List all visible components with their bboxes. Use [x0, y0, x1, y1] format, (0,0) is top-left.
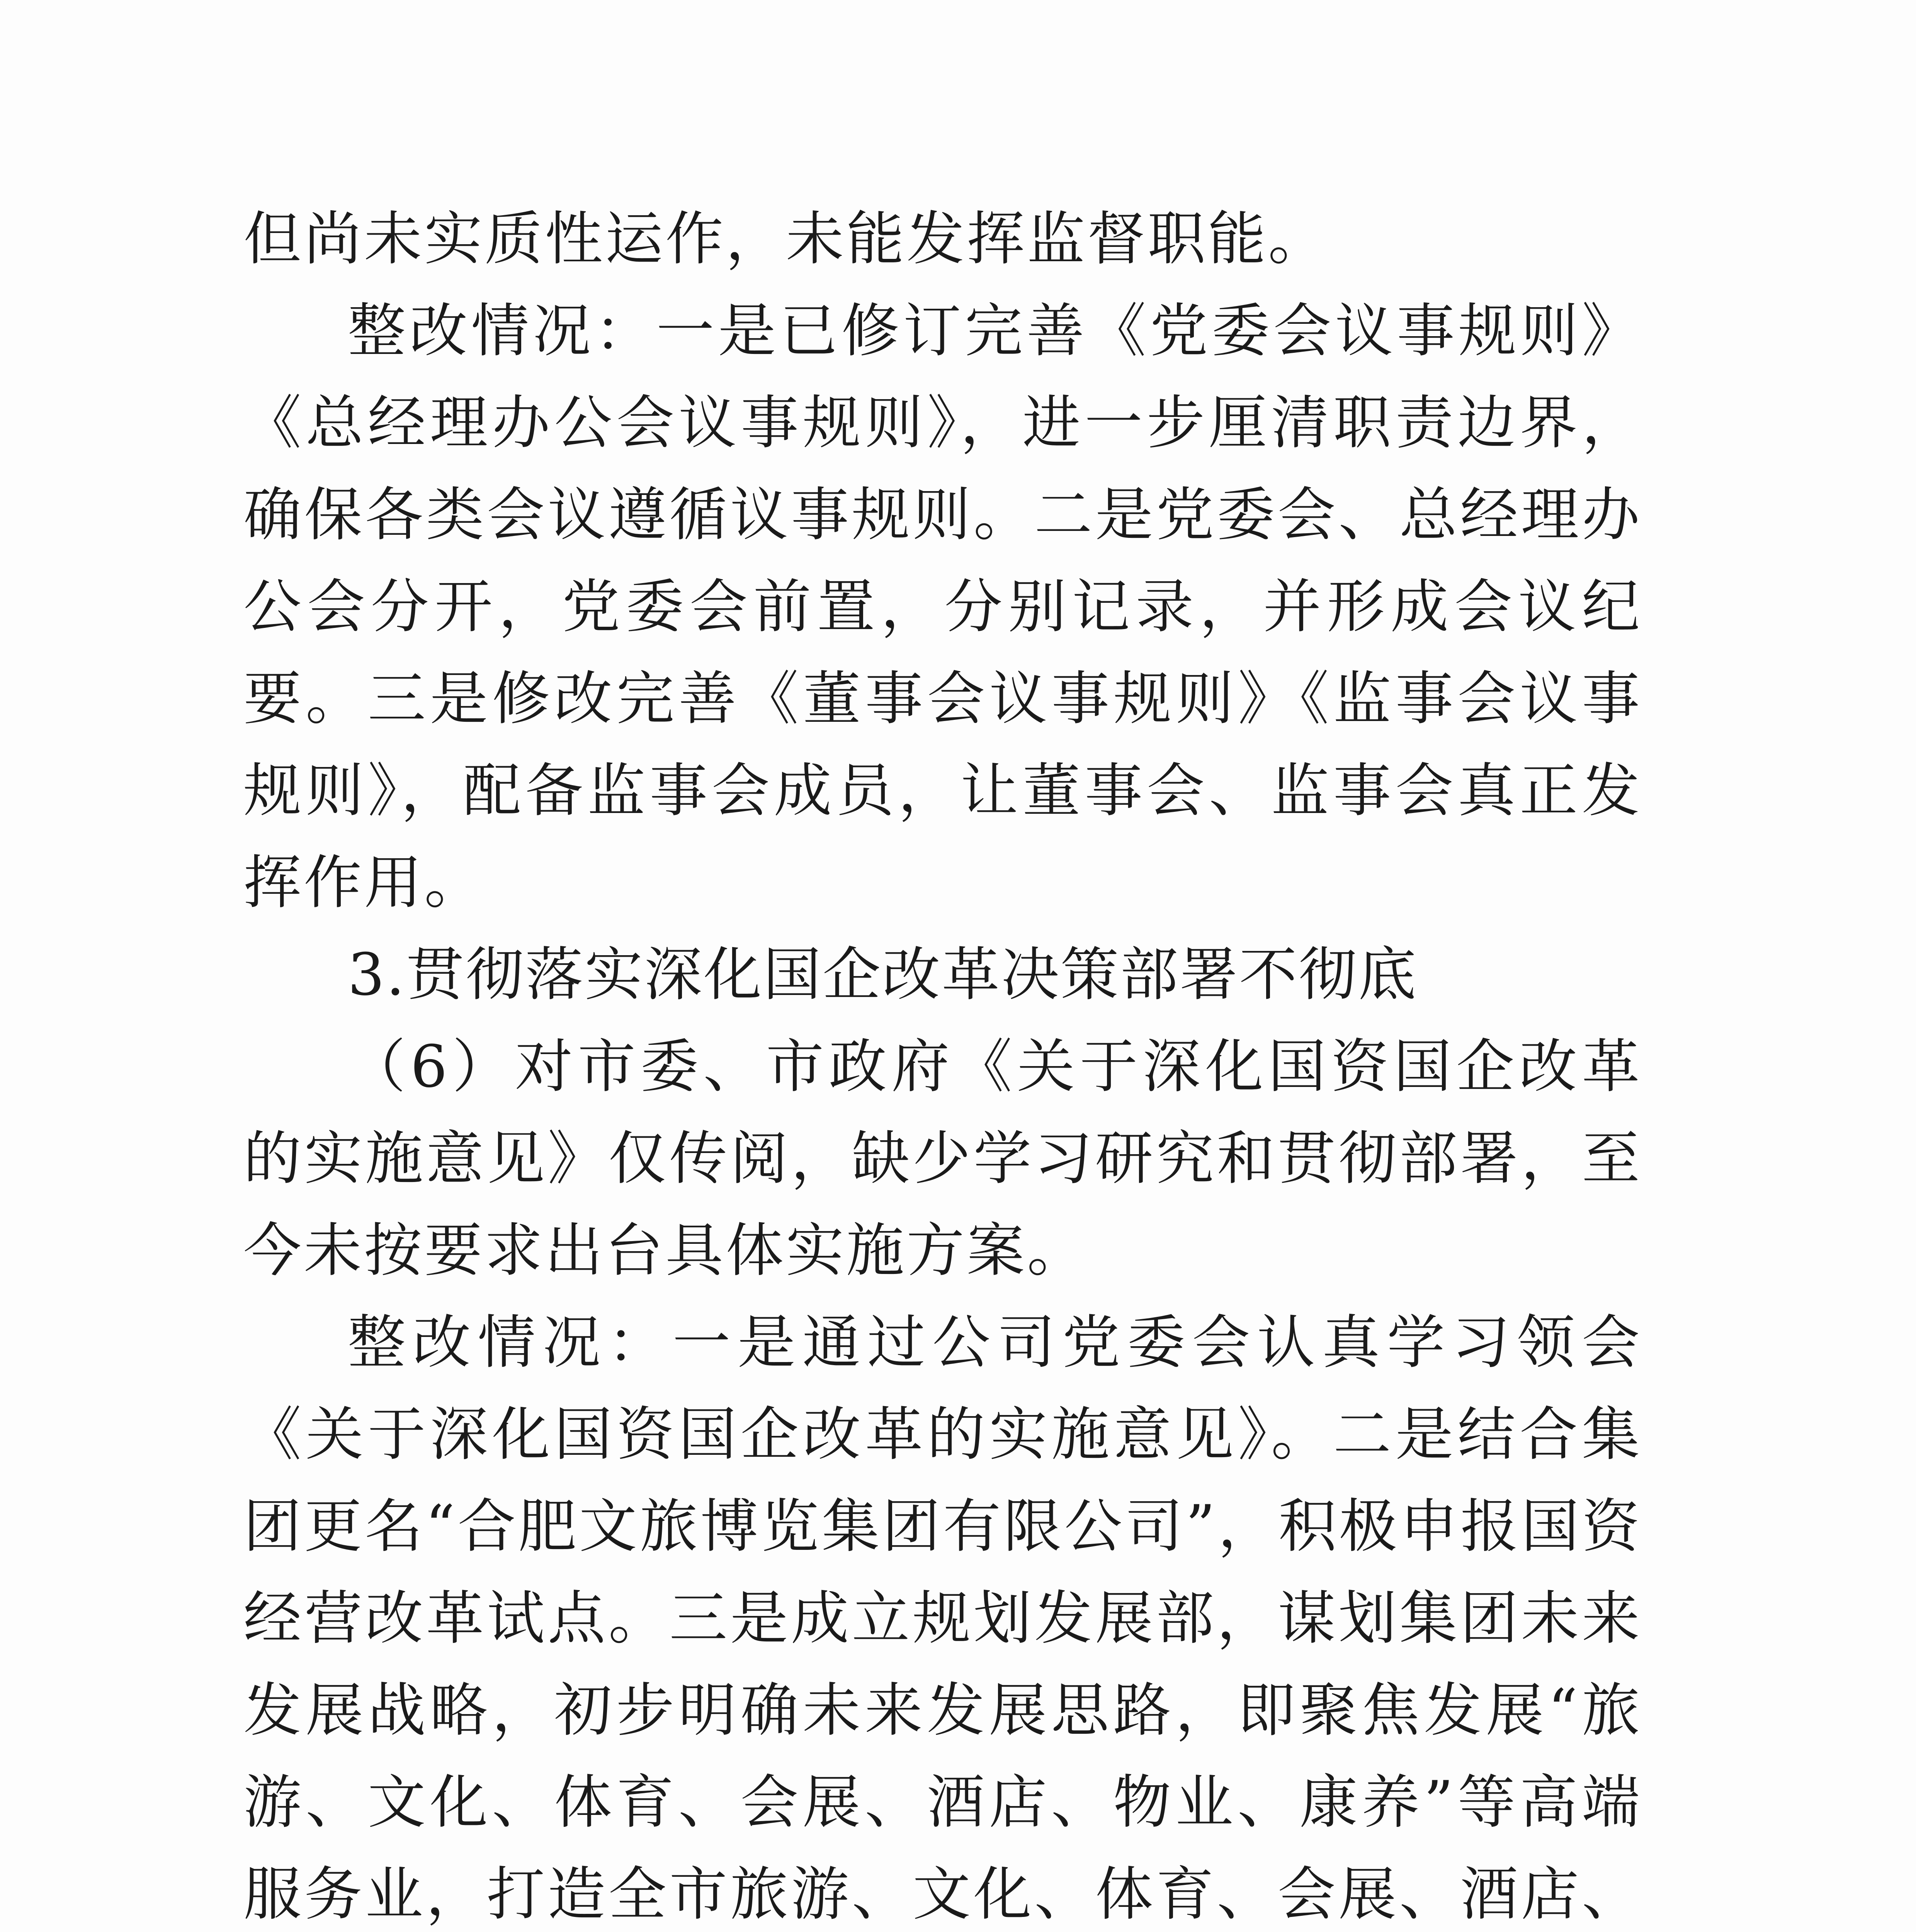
section-heading-3: 3.贯彻落实深化国企改革决策部署不彻底 — [348, 941, 1418, 1009]
paragraph-issue-6: （6）对市委、市政府《关于深化国资国企改革的实施意见》仅传阅，缺少学习研究和贯彻部署，至今未按要求出台具体实施方案。 — [243, 1033, 1642, 1284]
paragraph-continuation: 但尚未实质性运作，未能发挥监督职能。 — [243, 206, 1329, 273]
paragraph-rectification-reform: 整改情况：一是通过公司党委会认真学习领会《关于深化国资国企改革的实施意见》。二是结合集团更名“合肥文旅博览集团有限公司”，积极申报国资经营改革试点。三是成立规划发展部，谋划集团未来发展战略，初步明确未来发展思路，即聚焦发展“旅游、文化、体育、会展、酒店、物业、康养”等高端服务业，打造全市旅游、文化、体育、会展、酒店、 — [243, 1309, 1642, 1928]
document-body — [243, 193, 1642, 1932]
paragraph-rectification-meeting-rules: 整改情况：一是已修订完善《党委会议事规则》《总经理办公会议事规则》，进一步厘清职责边界，确保各类会议遵循议事规则。二是党委会、总经理办公会分开，党委会前置，分别记录，并形成会议纪要。三是修改完善《董事会议事规则》《监事会议事规则》，配备监事会成员，让董事会、监事会真正发挥作用。 — [243, 298, 1642, 917]
